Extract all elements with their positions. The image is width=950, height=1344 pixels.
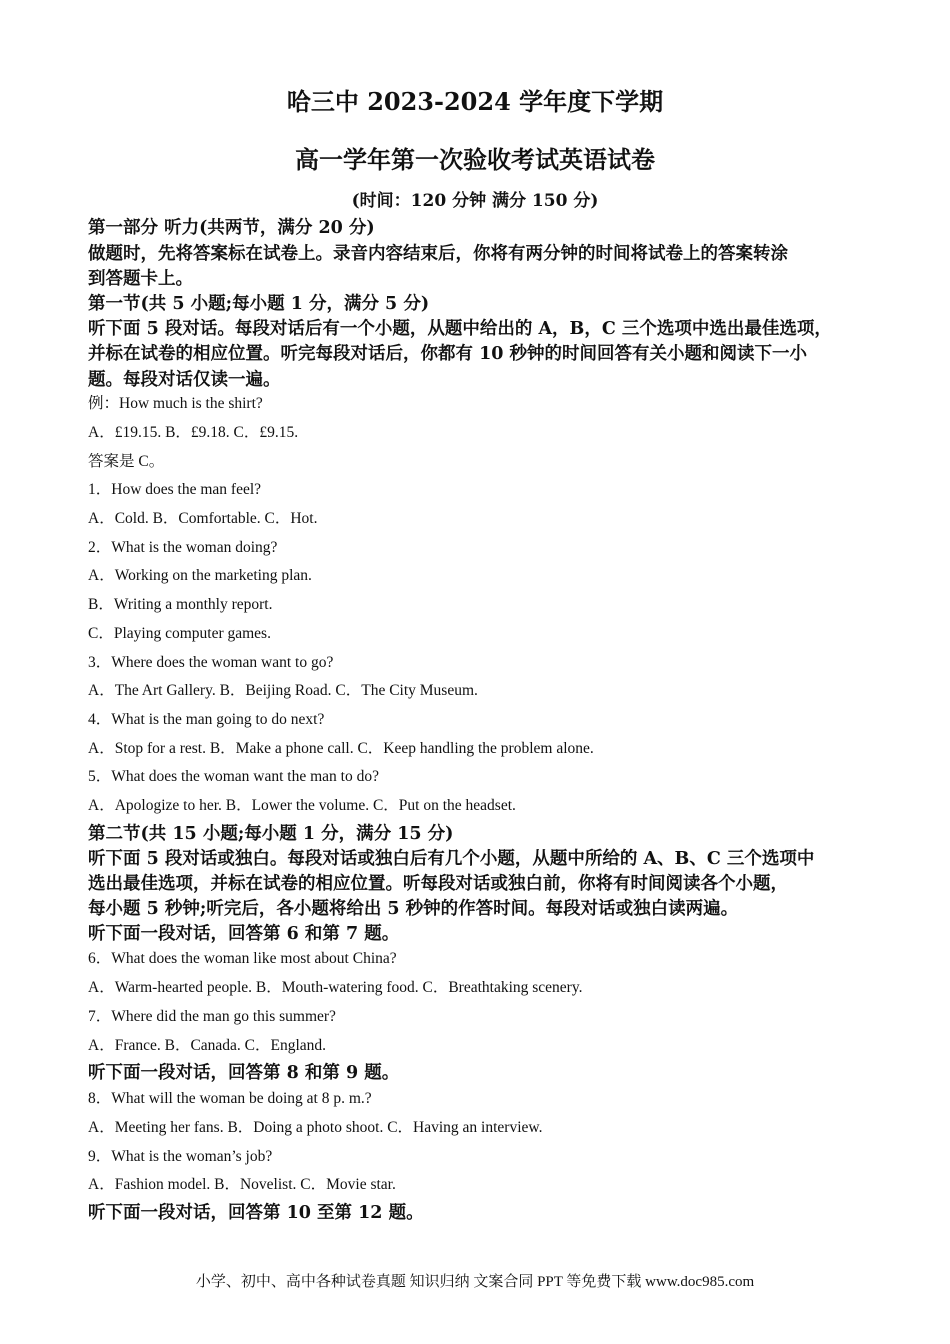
question-2-option-a: A．Working on the marketing plan. bbox=[88, 567, 312, 584]
question-4-options: A．Stop for a rest. B．Make a phone call. C．Keep handling the problem alone. bbox=[88, 740, 594, 757]
section2-instruction: 选出最佳选项，并标在试卷的相应位置。听每段对话或独白前，你将有时间阅读各个小题， bbox=[88, 874, 788, 894]
section2-instruction: 每小题 5 秒钟;听完后，各小题将给出 5 秒钟的作答时间。每段对话或独白读两遍。 bbox=[88, 899, 739, 919]
question-2-option-b: B．Writing a monthly report. bbox=[88, 596, 273, 613]
section1-instruction: 题。每段对话仅读一遍。 bbox=[88, 370, 281, 390]
question-2: 2．What is the woman doing? bbox=[88, 539, 278, 556]
exam-title-line1: 哈三中 2023-2024 学年度下学期 bbox=[286, 87, 664, 116]
example-options: A．£19.15. B．£9.18. C．£9.15. bbox=[88, 424, 299, 441]
dialog-heading-8-9: 听下面一段对话，回答第 8 和第 9 题。 bbox=[88, 1063, 400, 1083]
section1-heading: 第一节(共 5 小题;每小题 1 分，满分 5 分) bbox=[88, 294, 430, 314]
example-question: 例：How much is the shirt? bbox=[88, 395, 263, 412]
question-4: 4．What is the man going to do next? bbox=[88, 711, 325, 728]
question-9-options: A．Fashion model. B．Novelist. C．Movie star. bbox=[88, 1176, 396, 1193]
section2-instruction: 听下面 5 段对话或独白。每段对话或独白后有几个小题，从题中所给的 A、B、C 三个选项中 bbox=[88, 849, 815, 869]
question-8: 8．What will the woman be doing at 8 p. m.? bbox=[88, 1090, 372, 1107]
question-6-options: A．Warm-hearted people. B．Mouth-watering food. C．Breathtaking scenery. bbox=[88, 979, 583, 996]
dialog-heading-6-7: 听下面一段对话，回答第 6 和第 7 题。 bbox=[88, 924, 400, 944]
question-8-options: A．Meeting her fans. B．Doing a photo shoot. C．Having an interview. bbox=[88, 1119, 543, 1136]
exam-time-info: (时间：120 分钟 满分 150 分) bbox=[351, 191, 599, 211]
question-7-options: A．France. B．Canada. C．England. bbox=[88, 1037, 327, 1054]
question-1-options: A．Cold. B．Comfortable. C．Hot. bbox=[88, 510, 318, 527]
part1-instruction: 到答题卡上。 bbox=[88, 269, 193, 289]
section1-instruction: 并标在试卷的相应位置。听完每段对话后，你都有 10 秒钟的时间回答有关小题和阅读下一小 bbox=[88, 344, 808, 364]
exam-title-line2: 高一学年第一次验收考试英语试卷 bbox=[295, 145, 655, 174]
question-3-options: A．The Art Gallery. B．Beijing Road. C．The City Museum. bbox=[88, 682, 478, 699]
question-6: 6．What does the woman like most about China? bbox=[88, 950, 397, 967]
example-answer: 答案是 C。 bbox=[88, 453, 165, 470]
part1-instruction: 做题时，先将答案标在试卷上。录音内容结束后，你将有两分钟的时间将试卷上的答案转涂 bbox=[88, 244, 788, 264]
dialog-heading-10-12: 听下面一段对话，回答第 10 至第 12 题。 bbox=[88, 1203, 424, 1223]
section1-instruction: 听下面 5 段对话。每段对话后有一个小题，从题中给出的 A，B，C 三个选项中选出最佳选项， bbox=[88, 319, 832, 339]
question-2-option-c: C．Playing computer games. bbox=[88, 625, 271, 642]
question-5: 5．What does the woman want the man to do? bbox=[88, 768, 379, 785]
question-7: 7．Where did the man go this summer? bbox=[88, 1008, 336, 1025]
question-9: 9．What is the woman’s job? bbox=[88, 1148, 273, 1165]
question-1: 1．How does the man feel? bbox=[88, 481, 262, 498]
question-3: 3．Where does the woman want to go? bbox=[88, 654, 334, 671]
page-footer: 小学、初中、高中各种试卷真题 知识归纳 文案合同 PPT 等免费下载 www.doc985.com bbox=[195, 1274, 755, 1290]
question-5-options: A．Apologize to her. B．Lower the volume. C．Put on the headset. bbox=[88, 797, 516, 814]
part1-heading: 第一部分 听力(共两节，满分 20 分) bbox=[88, 218, 375, 238]
section2-heading: 第二节(共 15 小题;每小题 1 分，满分 15 分) bbox=[88, 824, 454, 844]
